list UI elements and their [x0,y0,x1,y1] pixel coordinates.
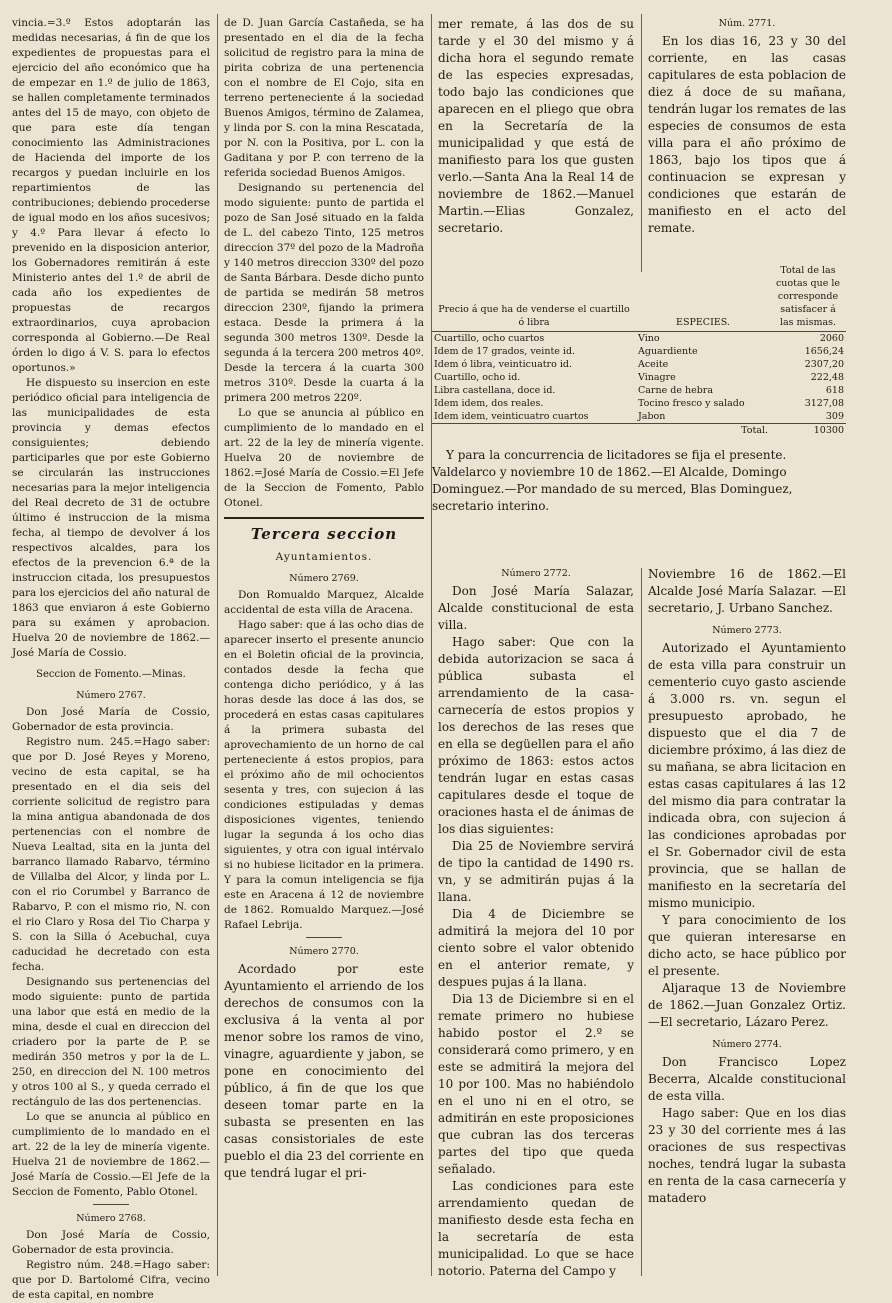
paragraph: mer remate, á las dos de su tarde y el 30 del mismo y á dicha hora el segundo remate de las especies expresadas, todo bajo las condiciones que aparecen en el pliego que obra en la Secretaría de la municipalidad y que está de manifiesto para los que gusten verlo.—Santa Ana la Real 14 de noviembre de 1862.—Manuel Martin.—Elias Gonzalez, secretario. [438,17,634,235]
table-header: ESPECIES. [636,262,770,332]
notice-number: Número 2769. [289,573,359,584]
paragraph: Lo que se anuncia al público en cumplimiento de lo mandado en el art. 22 de la ley de minería vigente. Huelva 21 de noviembre de 1862.—José María de Cossio.—El Jefe de la Seccion de Fomento, Pablo Otonel. [12,1111,210,1198]
paragraph: Designando su pertenencia del modo siguiente: punto de partida el pozo de San José situado en la falda de L. del cabezo Tinto, 125 metros direccion 37º del pozo de la Madroña y 140 metros direccion 330º del pozo de Santa Bárbara. Desde dicho punto de partida se medirán 58 metros direccion 230º, fijando la primera estaca. Desde la primera á la segunda 300 metros 130º. Desde la segunda á la tercera 200 metros 40º. Desde la tercera á la cuarta 300 metros 310º. Desde la cuarta á la primera 200 metros 220º. [224,182,424,404]
paragraph: Noviembre 16 de 1862.—El Alcalde José María Salazar. —El secretario, J. Urbano Sanchez. [648,567,846,615]
paragraph: Hago saber: Que con la debida autorizacion se saca á pública subasta el arrendamiento de la casa-carnecería de estos propios y los derechos de las reses que en ella se degüellen para el año próximo de 1863: estos actos tendrán lugar en estas casas capitulares desde el toque de oraciones hasta el de ánimas de los dias siguientes: [438,635,634,836]
section-heading: Seccion de Fomento.—Minas. [36,669,186,680]
column-4-top [648,16,846,260]
paragraph: Hago saber: que á las ocho dias de aparecer inserto el presente anuncio en el Boletin oficial de la provincia, contados desde la fecha que contenga dicho periódico, y á las horas desde las doce á las dos, se procederá en estas casas capitulares á la primera subasta del aprovechamiento de un horno de cal perteneciente á estos propios, para el próximo año de mil ochocientos sesenta y tres, con sujecion á las condiciones estipuladas y demas disposiciones vigentes, teniendo lugar la segunda á los ocho dias siguientes, y otra con igual intérvalo si no hubiese licitador en la primera. Y para la comun inteligencia se fija este en Aracena á 12 de noviembre de 1862. Romualdo Marquez.—José Rafael Lebrija. [224,619,424,931]
column-divider [641,568,642,1276]
table-row [432,371,846,384]
table-cell-total: 2307,20 [804,359,844,370]
column-4-bottom [648,566,846,1276]
column-divider [217,14,218,1276]
paragraph: Don José María Salazar, Alcalde constitucional de esta villa. [438,584,634,632]
table-cell-precio: Idem idem, dos reales. [434,398,544,409]
paragraph: Designando sus pertenencias del modo siguiente: punto de partida una labor que está en medio de la mina, desde el cual en direccion del criadero por la parte de P. se medirán 350 metros y por la de L. 250, en direccion del N. 100 metros y otros 100 al S., y queda cerrado el rectángulo de las dos pertenencias. [12,976,210,1108]
table-cell-precio: Cuartillo, ocho id. [434,372,521,383]
notice-number: Número 2770. [289,946,359,957]
column-3-top [438,16,634,260]
table-cell-precio: Idem de 17 grados, veinte id. [434,346,576,357]
paragraph: Registro num. 245.=Hago saber: que por D. José Reyes y Moreno, vecino de esta capital, se ha presentado en el dia seis del corriente solicitud de registro para la mina antigua abandonada de dos pertenencias con el nombre de Nueva Lealtad, sita en la junta del barranco llamado Rabarvo, término de Villalba del Alcor, y linda por L. con el rio Corumbel y Barranco de Rabarvo, P. con el mismo rio, N. con el rio Claro y Rosa del Tio Charpa y S. con la Silla ó Acebuchal, cuya caducidad he decretado con esta fecha. [12,736,210,973]
paragraph: Dia 13 de Diciembre si en el remate primero no hubiese habido postor el 2.º se considerará como primero, y en este se admitirá la mejora del 10 por 100. Mas no habiéndolo en el uno ni en el otro, se admitirán en este proposiciones que cubran las dos terceras partes del tipo que queda señalado. [438,992,634,1176]
notice-number: Número 2774. [712,1039,782,1050]
price-table-block [432,262,846,515]
table-cell-especie: Jabon [638,411,666,422]
table-cell-especie: Vinagre [638,372,676,383]
paragraph: Aljaraque 13 de Noviembre de 1862.—Juan Gonzalez Ortiz.—El secretario, Lázaro Perez. [648,981,846,1029]
table-cell-especie: Aceite [638,359,669,370]
divider [93,1204,129,1205]
paragraph: He dispuesto su insercion en este periódico oficial para inteligencia de las municipalidades de esta provincia y demas efectos consiguientes; debiendo participarles que por este Gobierno se circularán las instrucciones necesarias para la mejor inteligencia del Real decreto de 31 de octubre último é instruccion de la misma fecha, al tiempo de devolver á los respectivos alcaldes, para los efectos de la prevencion 6.ª de la instruccion citada, los presupuestos para los ejercicios del año natural de 1863 que enviaron á este Gobierno para su exámen y aprobacion. Huelva 20 de noviembre de 1862.—José María de Cossio. [12,377,210,659]
table-cell-precio: Libra castellana, doce id. [434,385,556,396]
price-table [432,262,846,437]
table-cell-precio: Cuartillo, ocho cuartos [434,333,545,344]
notice-number: Número 2772. [501,568,571,579]
total-label: Total. [636,424,770,438]
table-row [432,332,846,346]
table-cell-total: 309 [825,411,844,422]
table-row [432,397,846,410]
paragraph: Dia 4 de Diciembre se admitirá la mejora del 10 por ciento sobre el valor obtenido en el anterior remate, y despues pujas á la llana. [438,907,634,989]
subsection-title: Ayuntamientos. [275,551,373,563]
paragraph: Don Francisco Lopez Becerra, Alcalde constitucional de esta villa. [648,1055,846,1103]
column-divider [431,14,432,1276]
paragraph: Don Romualdo Marquez, Alcalde accidental de esta villa de Aracena. [224,589,424,616]
table-row [432,410,846,424]
table-cell-especie: Tocino fresco y salado [638,398,745,409]
table-cell-total: 3127,08 [804,398,844,409]
paragraph: Y para conocimiento de los que quieran interesarse en dicho acto, se hace público por el presente. [648,913,846,978]
table-cell-precio: Idem idem, veinticuatro cuartos [434,411,589,422]
column-3-bottom [438,566,634,1276]
paragraph: Registro núm. 248.=Hago saber: que por D. Bartolomé Cifra, vecino de esta capital, en nombre [12,1259,210,1301]
column-divider [641,14,642,272]
paragraph: Acordado por este Ayuntamiento el arriendo de los derechos de consumos con la exclusiva á la venta al por menor sobre los ramos de vino, vinagre, aguardiente y jabon, se pone en conocimiento del público, á fin de que los que deseen tomar parte en la subasta se presenten en las casas consistoriales de este pueblo el dia 23 del corriente en que tendrá lugar el pri- [224,962,424,1180]
total-value: 10300 [770,424,846,438]
table-header: Total de las cuotas que le corresponde satisfacer á las mismas. [770,262,846,332]
notice-number: Núm. 2771. [718,18,776,29]
section-title: Tercera seccion [224,517,424,542]
divider [306,937,342,938]
paragraph: Hago saber: Que en los dias 23 y 30 del corriente mes á las oraciones de sus respectivas noches, tendrá lugar la subasta en renta de la casa carnecería y matadero [648,1106,846,1205]
paragraph: vincia.=3.º Estos adoptarán las medidas necesarias, á fin de que los expedientes de propuestas para el ejercicio del año económico que ha de empezar en 1.º de julio de 1863, se hallen completamente terminados antes del 15 de mayo, con objeto de que para este día tengan conocimiento las Administraciones de Hacienda del importe de los recargos y puedan incluirle en los repartimientos de las contribuciones; debiendo procederse de igual modo en los años sucesivos; y 4.º Para llevar á efecto lo prevenido en la disposicion anterior, los Gobernadores remitirán á este Ministerio antes del 1.º de abril de cada año los expedientes de propuestas de recargos extraordinarios, cuya aprobacion corresponda al Gobierno.—De Real órden lo digo á V. S. para lo efectos oportunos.» [12,17,210,374]
table-cell-especie: Carne de hebra [638,385,713,396]
table-cell-total: 1656,24 [804,346,844,357]
paragraph: Don José María de Cossio, Gobernador de esta provincia. [12,1229,210,1256]
table-cell-total: 2060 [819,333,844,344]
table-cell-especie: Vino [638,333,660,344]
table-header: Precio á que ha de venderse el cuartillo ó libra [432,262,636,332]
column-2 [224,16,424,1274]
notice-number: Número 2767. [76,690,146,701]
paragraph: Don José María de Cossio, Gobernador de esta provincia. [12,706,210,733]
table-cell-precio: Idem ó libra, veinticuatro id. [434,359,572,370]
paragraph: Dia 25 de Noviembre servirá de tipo la cantidad de 1490 rs. vn, y se admitirán pujas á la llana. [438,839,634,904]
table-row [432,358,846,371]
table-cell-especie: Aguardiente [638,346,698,357]
paragraph: En los dias 16, 23 y 30 del corriente, en las casas capitulares de esta poblacion de diez á doce de su mañana, tendrán lugar los remates de las especies de consumos de esta villa para el año próximo de 1863, bajo los tipos que á continuacion se expresan y condiciones que estarán de manifiesto en el acto del remate. [648,34,846,235]
paragraph: Y para la concurrencia de licitadores se fija el presente. Valdelarco y noviembre 10 de 1862.—El Alcalde, Domingo Dominguez.—Por mandado de su merced, Blas Dominguez, secretario interino. [432,448,793,513]
column-1 [12,16,210,1301]
paragraph: Lo que se anuncia al público en cumplimiento de lo mandado en el art. 22 de la ley de minería vigente. Huelva 20 de noviembre de 1862.=José María de Cossio.=El Jefe de la Seccion de Fomento, Pablo Otonel. [224,407,424,509]
notice-number: Número 2768. [76,1213,146,1224]
paragraph: Autorizado el Ayuntamiento de esta villa para construir un cementerio cuyo gasto asciende á 3.000 rs. vn. segun el presupuesto aprobado, he dispuesto que el dia 7 de diciembre próximo, á las diez de su mañana, se abra licitacion en estas casas capitulares á las 12 del mismo dia para contratar la indicada obra, con sujecion á las condiciones aprobadas por el Sr. Gobernador civil de esta provincia, que se hallan de manifiesto en la secretaría del mismo municipio. [648,641,846,910]
notice-number: Número 2773. [712,625,782,636]
table-row [432,345,846,358]
table-row [432,384,846,397]
table-cell-total: 222,48 [810,372,844,383]
table-cell-total: 618 [825,385,844,396]
paragraph: Las condiciones para este arrendamiento quedan de manifiesto desde esta fecha en la secretaría de esta municipalidad. Lo que se hace notorio. Paterna del Campo y [438,1179,634,1278]
paragraph: de D. Juan García Castañeda, se ha presentado en el dia de la fecha solicitud de registro para la mina de pirita cobriza de una pertenencia con el nombre de El Cojo, sita en terreno perteneciente á la sociedad Buenos Amigos, término de Zalamea, y linda por S. con la mina Rescatada, por N. con la Positiva, por L. con la Gaditana y por P. con terreno de la referida sociedad Buenos Amigos. [224,17,424,179]
